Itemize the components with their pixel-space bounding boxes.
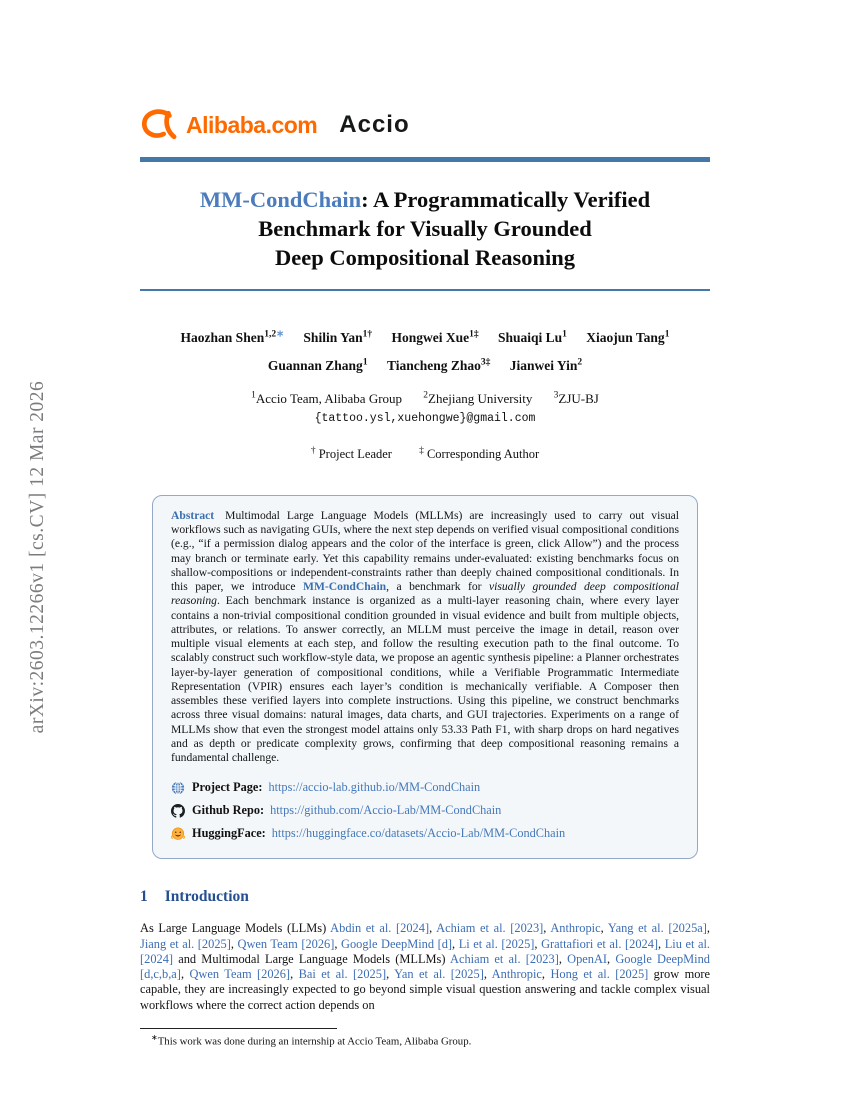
author-line-1 [140, 323, 710, 351]
globe-icon [171, 781, 185, 795]
intro-paragraph: As Large Language Models (LLMs) Abdin et al. [2024], Achiam et al. [2023], Anthropic, Yang et al. [2025a], Jiang et al. [2025], Qwen Team [2026], Google DeepMind [d], Li et al. [2025], Grattafiori et al. [2024], Liu et al. [2024] and Multimodal Large Language Models (MLLMs) Achiam et al. [2023], OpenAI, Google DeepMind [d,c,b,a], Qwen Team [2026], Bai et al. [2025], Yan et al. [2025], Anthropic, Hong et al. [2025] grow more capable, they are increasingly expected to go beyond simple visual question answering and tackle complex visual workflows where the correct action depends on [140, 921, 711, 1012]
abstract-box [152, 495, 698, 860]
author-tiancheng-zhao: Tiancheng Zhao$^{3\ddagger}$ [386, 357, 491, 373]
section-title: Introduction [164, 888, 249, 906]
role-notes [140, 446, 710, 462]
author-shuaiqi-lu: Shuaiqi Lu$^1$ [497, 329, 567, 345]
accio-logo-text: Accio [339, 111, 410, 138]
paper-title-highlight: MM-CondChain [199, 186, 362, 212]
alibaba-logo-text: Alibaba.com [186, 111, 318, 138]
abstract-paragraph [171, 509, 679, 766]
alibaba-logo-icon [140, 109, 178, 141]
paper-title-line2: Benchmark for Visually Grounded [258, 215, 592, 241]
author-xiaojun-tang: Xiaojun Tang$^1$ [586, 329, 670, 345]
footnote-rule [140, 1028, 337, 1029]
github-repo-label: Github Repo: [192, 803, 265, 818]
project-page-row [171, 776, 679, 799]
paper-title [140, 185, 710, 272]
contact-email: {tattoo.ysl,xuehongwe}@gmail.com [314, 411, 536, 425]
affiliation-zhejiang: $^2$Zhejiang University [423, 390, 533, 406]
huggingface-icon [171, 827, 185, 841]
author-haozhan-shen: Haozhan Shen$^{1,2∗}$ [180, 329, 285, 345]
project-page-label: Project Page: [192, 780, 263, 795]
resource-links [171, 776, 679, 845]
paper-title-line3: Deep Compositional Reasoning [274, 244, 576, 270]
project-page-link[interactable]: https://accio-lab.github.io/MM-CondChain [268, 780, 481, 795]
abstract-body: Multimodal Large Language Models (MLLMs) are increasingly used to carry out visual workflows such as navigating GUIs, where the next step depends on verified visual compositional conditions (e.g., “if a permission dialog appears and the color of the interface is green, click Allow”) and the process may branch or terminate early. Yet this capability remains under-evaluated: existing benchmarks focus on shallow-compositions or independent-constraints rather than deeply chained compositional conditionals. In this paper, we introduce MM-CondChain, a benchmark for visually grounded deep compositional reasoning. Each benchmark instance is organized as a multi-layer reasoning chain, where every layer contains a non-trivial compositional condition grounded in visual evidence and built from multiple objects, attributes, or relations. To answer correctly, an MLLM must perceive the image in detail, reason over multiple visual elements at each step, and follow the resulting execution path to the final outcome. To scalably construct such workflow-style data, we propose an agentic synthesis pipeline: a Planner orchestrates layer-by-layer generation of compositional conditions, while a Verifiable Programmatic Intermediate Representation (VPIR) ensures each layer’s condition is mechanically verifiable. A Composer then assembles these verified layers into complete instructions. Using this pipeline, we construct benchmarks across three visual domains: natural images, data charts, and GUI trajectories. Experiments on a range of MLLMs show that even the strongest model attains only 53.33 Path F1, with sharp drops on hard negatives and as depth or predicate complexity grows, confirming that deep compositional reasoning remains a fundamental challenge. [171, 508, 679, 765]
role-corresponding-author: ‡ Corresponding Author [419, 445, 540, 461]
github-repo-link[interactable]: https://github.com/Accio-Lab/MM-CondChain [270, 803, 502, 818]
paper-title-rest: : A Programmatically Verified [361, 186, 651, 212]
github-repo-row [171, 799, 679, 822]
section-heading-introduction [140, 888, 710, 906]
author-line-2 [140, 350, 710, 378]
abstract-label: Abstract [171, 508, 215, 522]
section-number: 1 [140, 888, 148, 906]
author-hongwei-xue: Hongwei Xue$^{1\ddagger}$ [391, 329, 479, 345]
paper-title-line1 [140, 185, 710, 214]
huggingface-row [171, 822, 679, 845]
affiliation-accio: $^1$Accio Team, Alibaba Group [251, 390, 403, 406]
footnote-mark: ∗ [151, 1032, 158, 1042]
github-icon [171, 804, 185, 818]
author-block [140, 323, 710, 378]
header-logos [140, 106, 710, 144]
author-shilin-yan: Shilin Yan$^{1\dagger}$ [303, 329, 373, 345]
author-guannan-zhang: Guannan Zhang$^1$ [267, 357, 368, 373]
footnote-text: This work was done during an internship at Accio Team, Alibaba Group. [157, 1035, 472, 1048]
affiliation-zjubj: $^3$ZJU-BJ [553, 390, 599, 406]
arxiv-watermark-label: arXiv:2603.12266v1 [cs.CV] 12 Mar 2026 [27, 380, 48, 734]
footnote [140, 1033, 710, 1048]
huggingface-label: HuggingFace: [192, 826, 266, 841]
role-project-leader: † Project Leader [310, 445, 392, 461]
header-rule-thick [140, 157, 710, 162]
paper-page [140, 106, 710, 1047]
author-jianwei-yin: Jianwei Yin$^2$ [509, 357, 583, 373]
huggingface-link[interactable]: https://huggingface.co/datasets/Accio-Lab/MM-CondChain [271, 826, 566, 841]
title-rule-thin [140, 289, 710, 291]
affiliation-line [140, 391, 710, 407]
footnote-star-mark: ∗ [276, 329, 285, 340]
